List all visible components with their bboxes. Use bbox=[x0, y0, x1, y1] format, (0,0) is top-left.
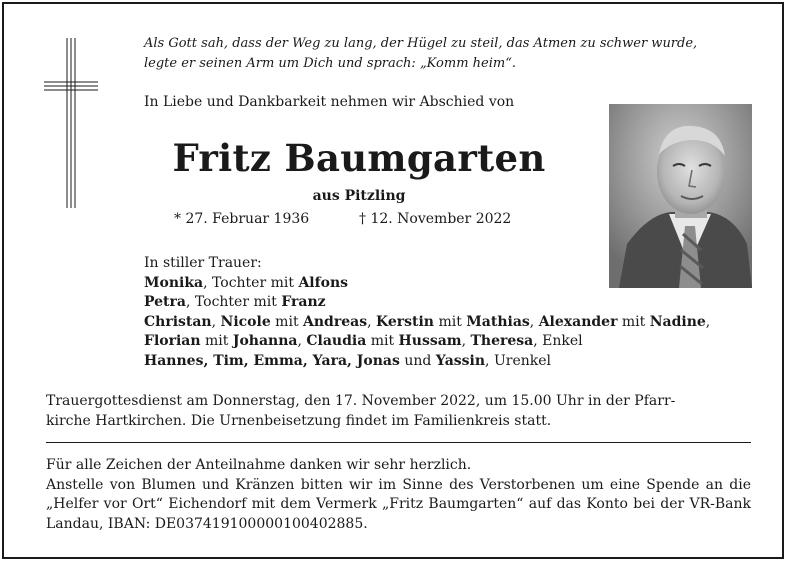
mourners-list bbox=[144, 254, 710, 371]
thanks-line-1: Für alle Zeichen der Anteilnahme danken wir sehr herzlich. bbox=[46, 457, 472, 473]
divider bbox=[46, 442, 751, 443]
deceased-origin: aus Pitzling bbox=[312, 188, 406, 204]
mourner-line: Hannes, Tim, Emma, Yara, Jonas und Yassin, Urenkel bbox=[144, 352, 551, 369]
obituary-notice bbox=[2, 2, 784, 559]
thanks-text bbox=[46, 456, 751, 534]
mourner-line: Monika, Tochter mit Alfons bbox=[144, 274, 349, 291]
service-line-2: kirche Hartkirchen. Die Urnenbeisetzung findet im Familienkreis statt. bbox=[46, 412, 552, 429]
opening-quote bbox=[144, 34, 769, 74]
mourner-line: Petra, Tochter mit Franz bbox=[144, 294, 326, 310]
intro-text: In Liebe und Dankbarkeit nehmen wir Abschied von bbox=[144, 94, 515, 110]
death-date: † 12. November 2022 bbox=[359, 211, 512, 227]
cross-icon bbox=[44, 38, 98, 208]
service-line-1: Trauergottesdienst am Donnerstag, den 17. November 2022, um 15.00 Uhr in der Pfarr- bbox=[46, 393, 676, 409]
birth-date: * 27. Februar 1936 bbox=[174, 211, 310, 227]
mourner-line: Florian mit Johanna, Claudia mit Hussam, Theresa, Enkel bbox=[144, 333, 583, 349]
donation-request: Anstelle von Blumen und Kränzen bitten wir im Sinne des Verstorbenen um eine Spende an die „Helfer vor Ort“ Eichendorf mit dem Vermerk „Fritz Baumgarten“ auf das Konto bei der VR-Bank Landau, IBAN: DE03741910000010040288​5. bbox=[46, 476, 751, 532]
quote-line-1: Als Gott sah, dass der Weg zu lang, der Hügel zu steil, das Atmen zu schwer wurde, bbox=[144, 36, 698, 51]
funeral-service-info bbox=[46, 392, 751, 431]
quote-line-2: legte er seinen Arm um Dich und sprach: „Komm heim“. bbox=[144, 56, 516, 71]
mourner-line: Christan, Nicole mit Andreas, Kerstin mit Mathias, Alexander mit Nadine, bbox=[144, 313, 711, 330]
mourners-heading: In stiller Trauer: bbox=[144, 255, 262, 271]
deceased-name: Fritz Baumgarten bbox=[172, 136, 546, 180]
